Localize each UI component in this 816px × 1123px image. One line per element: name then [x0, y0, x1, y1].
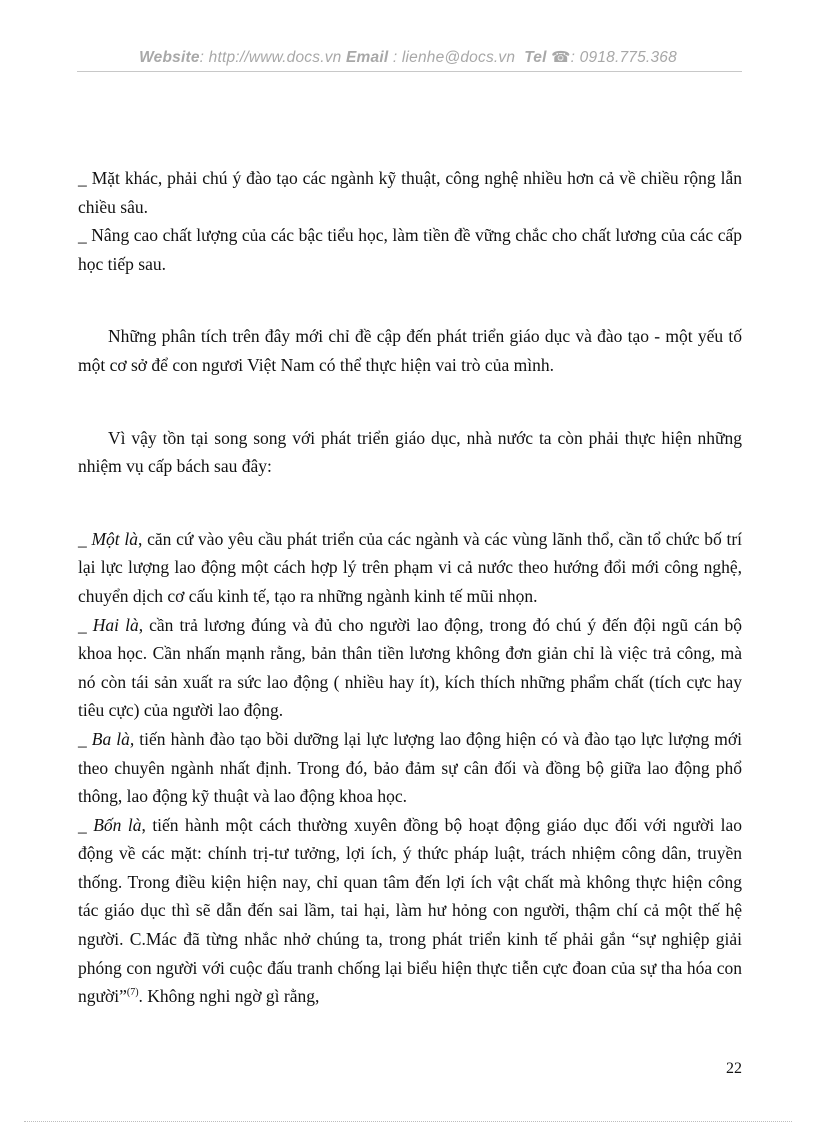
footer-divider [24, 1121, 792, 1122]
website-label: Website [139, 49, 200, 66]
header-divider [77, 71, 742, 72]
page-number: 22 [726, 1060, 742, 1077]
page-header [0, 48, 816, 67]
email-label: Email [345, 49, 389, 66]
phone-icon: ☎ [551, 49, 571, 66]
task-item-3-lead: Ba là, [91, 728, 135, 749]
task-item-1-lead: Một là [91, 528, 138, 549]
footnote-marker: (7) [126, 987, 139, 999]
task-item-2: _ Hai là, cần trả lương đúng và đủ cho người lao động, trong đó chú ý đến đội ngũ cán bộ khoa học. Cần nhấn mạnh rằng, bản thân tiền lương không đơn giản chỉ là việc trả công, mà nó còn tái sản xuất ra sức lao động ( nhiều hay ít), kích thích những phẩm chất (tích cực hay tiêu cực) của người lao động. [78, 614, 742, 721]
task-item-4-lead: Bốn là [93, 814, 142, 835]
email-value: : lienhe@docs.vn [388, 49, 520, 66]
paragraph-3: Những phân tích trên đây mới chỉ đề cập đến phát triển giáo dục và đào tạo - một yếu tố một cơ sở để con ngươi Việt Nam có thể thực hiện vai trò của mình. [78, 326, 742, 375]
document-body [78, 164, 742, 1011]
task-item-4: _ Bốn là, tiến hành một cách thường xuyên đồng bộ hoạt động giáo dục đối với người lao động về các mặt: chính trị-tư tưởng, lợi ích, ý thức pháp luật, trách nhiệm công dân, truyền thống. Trong điều kiện hiện nay, chỉ quan tâm đến lợi ích vật chất mà không thực hiện công tác giáo dục thì sẽ dẫn đến sai lầm, tai hại, làm hư hỏng con người, thậm chí cả một thế hệ người. C.Mác đã từng nhắc nhở chúng ta, trong phát triển kinh tế phải gắn “sự nghiệp giải phóng con người với cuộc đấu tranh chống lại biểu hiện thực tiễn cực đoan của sự tha hóa con người”$^{(7)}$. Không nghi ngờ gì rằng, [78, 814, 743, 1007]
tel-value: : 0918.775.368 [570, 49, 677, 66]
paragraph-1: _ Mặt khác, phải chú ý đào tạo các ngành kỹ thuật, công nghệ nhiều hơn cả về chiều rộng lẫn chiều sâu. [78, 168, 742, 217]
website-value: : http://www.docs.vn [199, 49, 346, 66]
task-item-1: _ Một là, căn cứ vào yêu cầu phát triển của các ngành và các vùng lãnh thổ, cần tổ chức bố trí lại lực lượng lao động một cách hợp lý trên phạm vi cả nước theo hướng đổi mới công nghệ, chuyển dịch cơ cấu kinh tế, tạo ra những ngành kinh tế mũi nhọn. [78, 528, 743, 606]
tel-label: Tel [524, 49, 547, 66]
task-item-3: _ Ba là, tiến hành đào tạo bồi dưỡng lại lực lượng lao động hiện có và đào tạo lực lượng mới theo chuyên ngành nhất định. Trong đó, bảo đảm sự cân đối và đồng bộ giữa lao động phổ thông, lao động kỹ thuật và lao động khoa học. [78, 728, 742, 807]
task-item-2-lead: Hai là [92, 614, 139, 635]
paragraph-4: Vì vậy tồn tại song song với phát triển giáo dục, nhà nước ta còn phải thực hiện những nhiệm vụ cấp bách sau đây: [78, 427, 742, 477]
paragraph-2: _ Nâng cao chất lượng của các bậc tiểu học, làm tiền đề vững chắc cho chất lương của các cấp học tiếp sau. [78, 225, 742, 274]
